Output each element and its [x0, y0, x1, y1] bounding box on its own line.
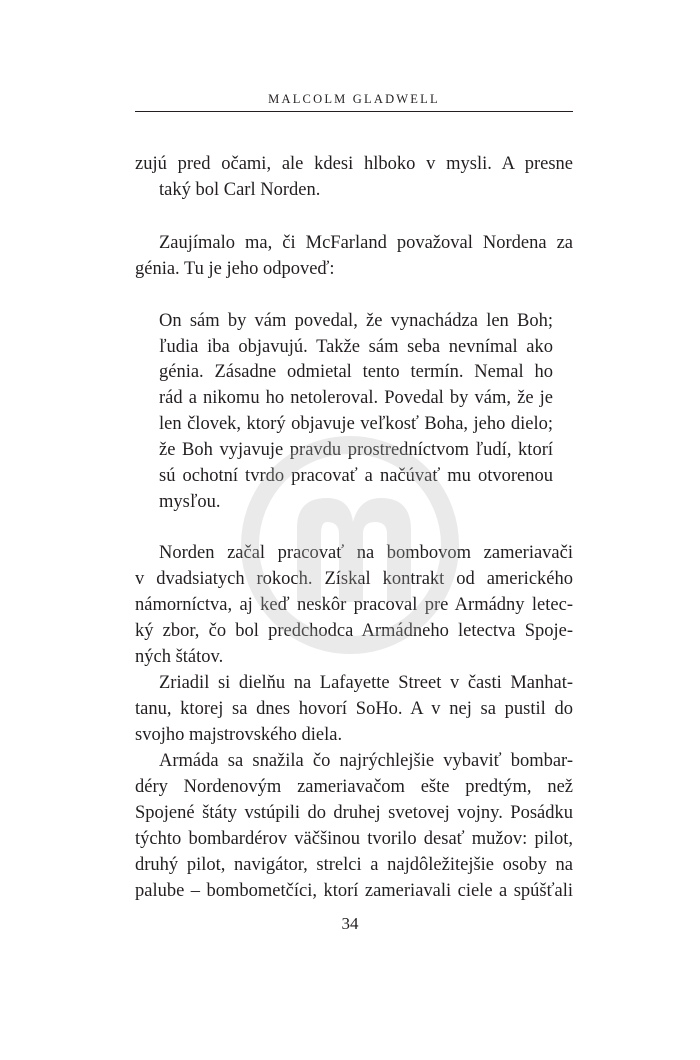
text-line: Zaujímalo ma, či McFarland považoval Nordena za: [159, 233, 573, 253]
text-line: Zriadil si dielňu na Lafayette Street v časti Manhat-: [159, 673, 573, 693]
page-number: 34: [341, 914, 359, 933]
running-header: MALCOLM GLADWELL: [268, 92, 440, 106]
text-line: námorníctva, aj keď neskôr pracoval pre Armádny letec-: [135, 595, 573, 615]
text-line: génia. Tu je jeho odpoveď:: [135, 259, 335, 279]
quote-line: On sám by vám povedal, že vynachádza len Boh;: [159, 311, 553, 331]
quote-line: rád a nikomu ho netoleroval. Povedal by vám, že je: [159, 388, 553, 408]
text-line: druhý pilot, navigátor, strelci a najdôležitejšie osoby na: [135, 855, 573, 875]
header-rule: [135, 111, 573, 112]
quote-line: sú ochotní tvrdo pracovať a načúvať mu otvorenou: [159, 466, 553, 486]
text-line: Armáda sa snažila čo najrýchlejšie vybaviť bombar-: [159, 751, 573, 771]
quote-line: génia. Zásadne odmietal tento termín. Nemal ho: [159, 362, 553, 382]
text-line: tanu, ktorej sa dnes hovorí SoHo. A v nej sa pustil do: [135, 699, 573, 719]
text-line: taký bol Carl Norden.: [159, 180, 321, 200]
quote-line: len človek, ktorý objavuje veľkosť Boha, jeho dielo;: [159, 414, 553, 434]
text-line: ných štátov.: [135, 647, 224, 667]
text-line: zujú pred očami, ale kdesi hlboko v mysli. A presne: [135, 154, 573, 174]
quote-line: že Boh vyjavuje pravdu prostredníctvom ľudí, ktorí: [159, 440, 553, 460]
text-line: týchto bombardérov väčšinou tvorilo desať mužov: pilot,: [135, 829, 573, 849]
text-line: déry Nordenovým zameriavačom ešte predtým, než: [135, 777, 573, 797]
text-line: svojho majstrovského diela.: [135, 725, 343, 745]
quote-line: mysľou.: [159, 492, 221, 512]
quote-line: ľudia iba objavujú. Takže sám seba nevnímal ako: [159, 337, 553, 357]
text-line: Norden začal pracovať na bombovom zameriavači: [159, 543, 573, 563]
text-line: palube – bombometčíci, ktorí zameriavali ciele a spúšťali: [135, 881, 573, 901]
text-line: v dvadsiatych rokoch. Získal kontrakt od amerického: [135, 569, 573, 589]
text-line: ký zbor, čo bol predchodca Armádneho letectva Spoje-: [135, 621, 573, 641]
text-line: Spojené štáty vstúpili do druhej svetovej vojny. Posádku: [135, 803, 573, 823]
